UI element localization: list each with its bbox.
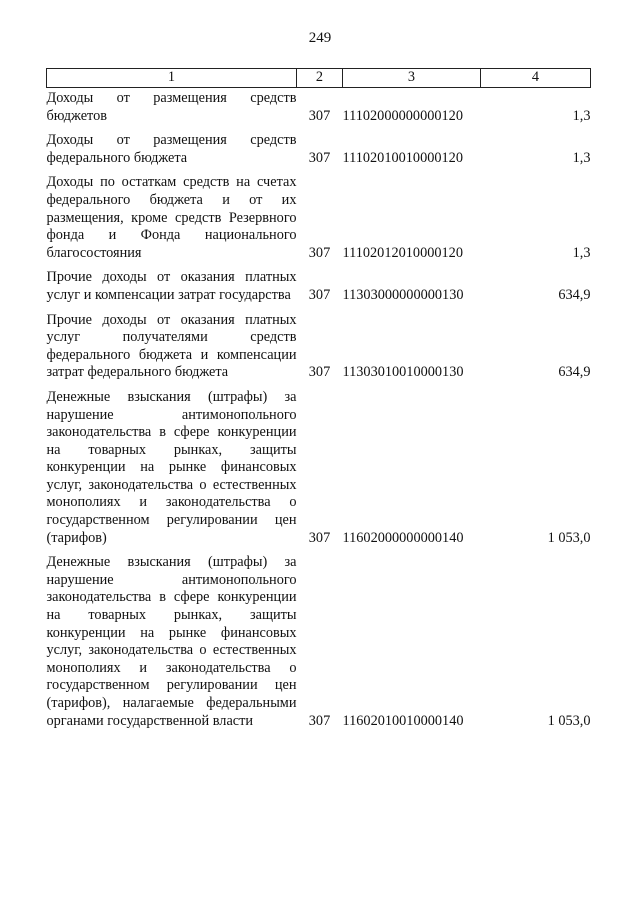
budget-income-table <box>46 68 591 730</box>
row-admin-code: 307 <box>308 364 331 381</box>
row-amount: 1,3 <box>572 244 591 261</box>
row-description: Доходы от размещения средств бюджетов <box>46 90 297 124</box>
table-row <box>47 88 591 126</box>
row-amount: 1,3 <box>572 149 591 166</box>
row-classification-code: 11102010010000120 <box>342 149 463 166</box>
row-description: Прочие доходы от оказания платных услуг и компенсации затрат государства <box>46 269 297 303</box>
column-header-1: 1 <box>47 69 297 88</box>
table-row <box>47 262 591 304</box>
row-classification-code: 11102000000000120 <box>342 107 463 124</box>
row-classification-code: 11303000000000130 <box>342 286 464 303</box>
page-number: 249 <box>308 30 332 46</box>
row-classification-code: 11102012010000120 <box>342 244 463 261</box>
column-header-3: 3 <box>343 69 481 88</box>
row-description: Прочие доходы от оказания платных услуг получателями средств федерального бюджета и компенсации затрат федерального бюджета <box>46 311 297 381</box>
column-header-4: 4 <box>481 69 591 88</box>
row-classification-code: 11303010010000130 <box>342 364 464 381</box>
row-amount: 1 053,0 <box>547 529 591 546</box>
table-row <box>47 547 591 730</box>
row-admin-code: 307 <box>308 712 331 729</box>
row-classification-code: 11602000000000140 <box>342 529 464 546</box>
table-row <box>47 382 591 547</box>
row-description: Доходы по остаткам средств на счетах федерального бюджета и от их размещения, кроме средств Резервного фонда и Фонда национального благосостояния <box>46 174 297 261</box>
row-amount: 634,9 <box>558 286 591 303</box>
row-description: Денежные взыскания (штрафы) за нарушение антимонопольного законодательства в сфере конкуренции на товарных рынках, защиты конкуренции на рынке финансовых услуг, законодательства о естественных монополиях и законодательства о государственном регулировании цен (тарифов), налагаемые федеральными органами государственной власти <box>46 554 297 729</box>
table-row <box>47 167 591 262</box>
row-description: Доходы от размещения средств федерального бюджета <box>46 132 297 166</box>
row-admin-code: 307 <box>308 529 331 546</box>
row-amount: 634,9 <box>558 364 591 381</box>
table-row <box>47 125 591 167</box>
row-amount: 1,3 <box>572 107 591 124</box>
row-admin-code: 307 <box>308 149 331 166</box>
row-admin-code: 307 <box>308 286 331 303</box>
row-admin-code: 307 <box>308 107 331 124</box>
table-row <box>47 305 591 382</box>
row-description: Денежные взыскания (штрафы) за нарушение антимонопольного законодательства в сфере конкуренции на товарных рынках, защиты конкуренции на рынке финансовых услуг, законодательства о естественных монополиях и законодательства о государственном регулировании цен (тарифов) <box>46 388 297 546</box>
table-header-row <box>47 69 591 88</box>
column-header-2: 2 <box>297 69 343 88</box>
row-amount: 1 053,0 <box>547 712 591 729</box>
row-admin-code: 307 <box>308 244 331 261</box>
row-classification-code: 11602010010000140 <box>342 712 464 729</box>
